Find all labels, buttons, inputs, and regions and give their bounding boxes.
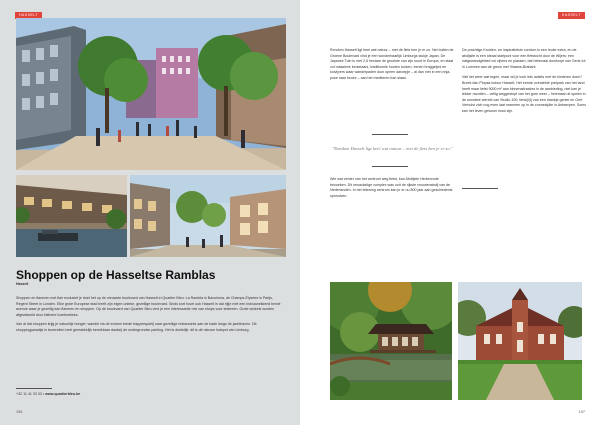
page-number: 197 [578, 410, 585, 414]
body-paragraph: Van al dat shoppen krijg je natuurlijk honger: wandel via de ervarm brede trapperspartij naar gezellige restaurants aan de kade langs de jachthaven. Dit shoppingparadijs is bovendien heel gemakkelijk bereikbaar dankzij de ondergrondse parking. Het is duidelijk: dit is dé nieuwe hotspot van Limburg. [16, 322, 257, 332]
footer-contact [16, 392, 80, 396]
body-paragraph: De prachtige Kruiden- en inspiratietuin rondom is een leuke extra, en de abdijsite is een ideaal startpunt voor een fietstocht door de Wijers: een natgewandgebied vol vijvers en plassen, dat helemaal doorloopt van Genk tot in Lummen aan de grens met Vlaams-Brabant. [462, 48, 586, 69]
page-number: 196 [16, 410, 23, 414]
text-column-2 [462, 48, 587, 120]
text-column-1-continued [330, 177, 455, 204]
quote-rule-bottom [372, 166, 408, 167]
section-tag: HASSELT [558, 12, 585, 19]
right-page [300, 0, 600, 425]
footer-rule [16, 388, 52, 389]
article-subtitle: Hasselt [16, 282, 29, 286]
section-tag: HASSELT [15, 12, 42, 19]
promenade-photo [130, 175, 286, 257]
column-end-rule [462, 188, 498, 189]
article-body [16, 296, 282, 338]
article-title: Shoppen op de Hasseltse Ramblas [16, 268, 216, 282]
quote-rule-top [372, 134, 408, 135]
text-column-1 [330, 48, 455, 87]
body-paragraph: Shoppen en flaneren met flair exclusief je doet het op de nieuwste boulevard van Hasselt in Quartier Bleu. La Rambla in Barcelona, de Champs-Élysées in Parijs, Regent Street in Londen. Elke grote Europese stad heeft zijn eigen unieke, gezellige boulevard. Sinds kort hoort ook Hasselt in dat rijtje met een indrukwekkend brede avenue waar je gezellig kan flaneren én shoppen. Op de boulevard van Quartier Bleu vind je een interessante mix van shops voor iedereen. Grote winkels worden afgewisseld door kleinere luxeboetieks. [16, 296, 281, 317]
japanese-garden-photo [330, 282, 452, 400]
body-paragraph: Wie wat verder van het centrum weg fietst, kan Abdijsite Herkenrode bezoeken. Dit neuackelige complex was ooit de rijkste vrouwenabdij van de Nederlanden. In het telewing centrum kan je er nu 800 jaar aan geschiedenis opsnuiven. [330, 177, 453, 198]
footer-website-link[interactable]: www.quartierbleu.be [45, 392, 81, 396]
boulevard-photo [16, 18, 286, 170]
body-paragraph: Rondom Hasselt ligt heel wat natuur – met de fiets ben je er zo. Net buiten de Groene Boulevard vind je een wonderbaarlijk Limburgs stukje Japan. De Japanse Tuin is met 2,5 hectare de grootste van zijn soort in Europa, en staat vol massieve kerselaars, traditionele houten huizen, eenen bruggetjes en koivijvers waar wandelpaden door opeen aaroepje – al dan niet in een rinja-pose naar keuze – aan het mediteren kan slaan. [330, 48, 454, 80]
footer-phone: +32 11 41 33 33 [16, 392, 42, 396]
pull-quote: "Rondom Hasselt ligt heel wat natuur – met de fiets ben je er zo." [332, 146, 453, 151]
abbey-photo [458, 282, 582, 400]
canal-photo [16, 175, 127, 257]
footer-separator: • [42, 392, 45, 396]
body-paragraph: Valt het weer wat tegen, maar wil je toch iets actiefs met de kinderen doen? Breek dan Plopsa indoor Hasselt. Het eerste overdekte pretpark van het land heeft maar liefst 9000 m² aan binnenattracties in de aanbieding, niet kan je lekker ravotten – veilig weggestopt van het gure weer – helemaal uit spelen in de wondere wereld van Studio 100, terwijl jij van een drankje geniet en Gert Verhulst zich nog even laat maneren op in de zonnezijdte in Antwerpen. Soms kan het leven gewoon mooi zijn. [462, 75, 587, 113]
